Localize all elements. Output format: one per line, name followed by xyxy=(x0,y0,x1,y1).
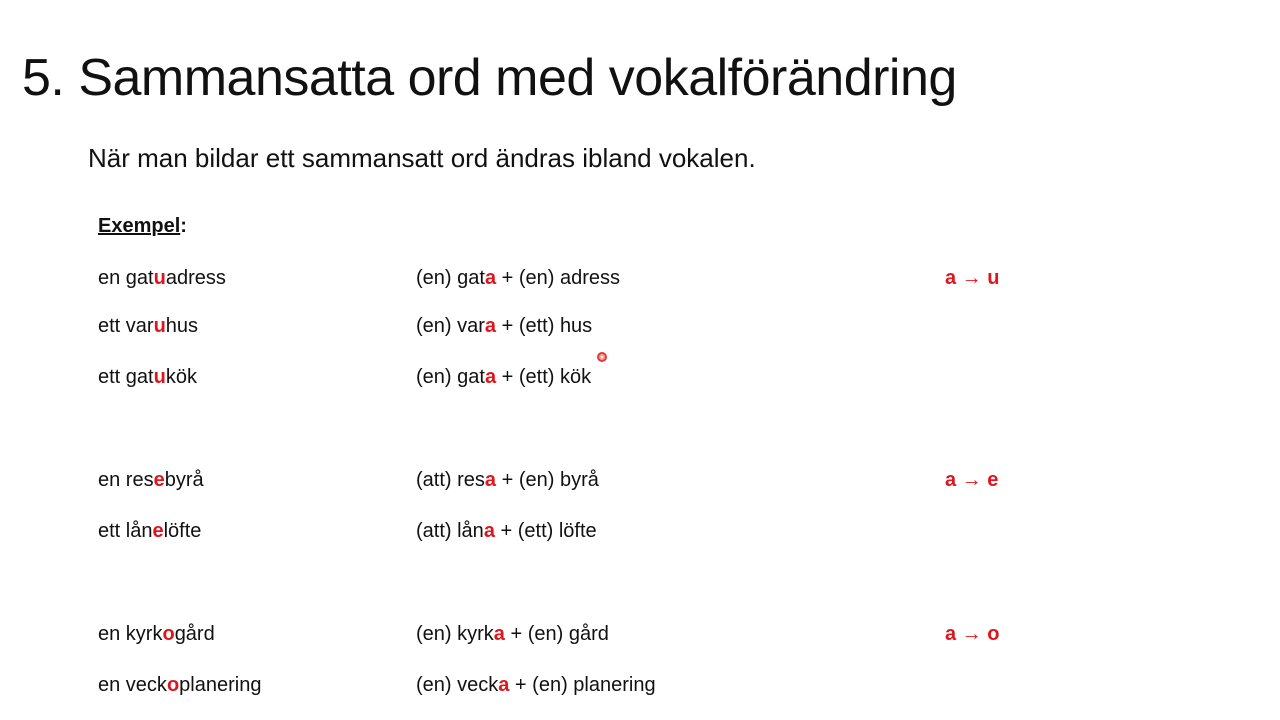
original-vowel: a xyxy=(498,674,510,696)
word-suffix: adress xyxy=(165,267,226,289)
parts-prefix: (en) kyrk xyxy=(416,623,494,645)
example-label: Exempel xyxy=(98,215,181,237)
parts-prefix: (att) lån xyxy=(416,520,484,542)
slide-subtitle: När man bildar ett sammansatt ord ändras ibland vokalen. xyxy=(88,143,756,173)
word-prefix: en kyrk xyxy=(98,623,163,645)
parts-suffix: + (ett) löfte xyxy=(494,520,597,542)
example-row xyxy=(0,619,1280,649)
example-row xyxy=(0,263,1280,293)
vowel-change-rule: a → e xyxy=(945,469,999,491)
example-row xyxy=(0,670,1280,700)
parts-prefix: (en) veck xyxy=(416,674,499,696)
slide-title: 5. Sammansatta ord med vokalförändring xyxy=(22,49,957,107)
compound-word xyxy=(98,619,215,649)
parts-suffix: + (en) planering xyxy=(509,674,656,696)
word-prefix: ett gat xyxy=(98,366,154,388)
word-parts xyxy=(416,362,591,392)
changed-vowel: u xyxy=(153,267,166,289)
laser-pointer-icon xyxy=(597,352,607,362)
changed-vowel: e xyxy=(153,469,165,491)
word-prefix: en gat xyxy=(98,267,154,289)
word-suffix: kök xyxy=(165,366,197,388)
example-heading xyxy=(98,213,187,239)
parts-suffix: + (ett) kök xyxy=(496,366,592,388)
word-suffix: hus xyxy=(165,315,199,337)
parts-suffix: + (en) gård xyxy=(504,623,609,645)
word-parts xyxy=(416,619,609,649)
word-parts xyxy=(416,516,597,546)
changed-vowel: u xyxy=(153,315,166,337)
parts-suffix: + (en) byrå xyxy=(496,469,599,491)
original-vowel: a xyxy=(484,366,497,388)
word-suffix: gård xyxy=(174,623,215,645)
parts-prefix: (en) var xyxy=(416,315,485,337)
compound-word xyxy=(98,362,197,392)
parts-prefix: (att) res xyxy=(416,469,485,491)
example-row xyxy=(0,516,1280,546)
changed-vowel: o xyxy=(166,674,180,696)
word-suffix: planering xyxy=(179,674,262,696)
changed-vowel: e xyxy=(152,520,164,542)
example-row xyxy=(0,362,1280,392)
word-parts xyxy=(416,311,592,341)
original-vowel: a xyxy=(484,267,497,289)
word-parts xyxy=(416,263,620,293)
vowel-change-rule: a → o xyxy=(945,623,1000,645)
changed-vowel: u xyxy=(153,366,166,388)
original-vowel: a xyxy=(483,520,495,542)
word-prefix: en veck xyxy=(98,674,167,696)
compound-word xyxy=(98,311,198,341)
example-colon: : xyxy=(180,215,187,237)
parts-prefix: (en) gat xyxy=(416,366,485,388)
changed-vowel: o xyxy=(162,623,175,645)
word-prefix: ett lån xyxy=(98,520,153,542)
compound-word xyxy=(98,670,261,700)
original-vowel: a xyxy=(493,623,505,645)
word-prefix: en res xyxy=(98,469,154,491)
word-parts xyxy=(416,465,599,495)
compound-word xyxy=(98,263,226,293)
word-prefix: ett var xyxy=(98,315,154,337)
parts-suffix: + (en) adress xyxy=(496,267,621,289)
example-row xyxy=(0,311,1280,341)
word-suffix: löfte xyxy=(163,520,202,542)
compound-word xyxy=(98,516,201,546)
vowel-change-rule: a → u xyxy=(945,267,1000,289)
example-row xyxy=(0,465,1280,495)
parts-suffix: + (ett) hus xyxy=(496,315,593,337)
word-parts xyxy=(416,670,656,700)
compound-word xyxy=(98,465,204,495)
original-vowel: a xyxy=(484,315,497,337)
word-suffix: byrå xyxy=(164,469,204,491)
original-vowel: a xyxy=(484,469,497,491)
parts-prefix: (en) gat xyxy=(416,267,485,289)
